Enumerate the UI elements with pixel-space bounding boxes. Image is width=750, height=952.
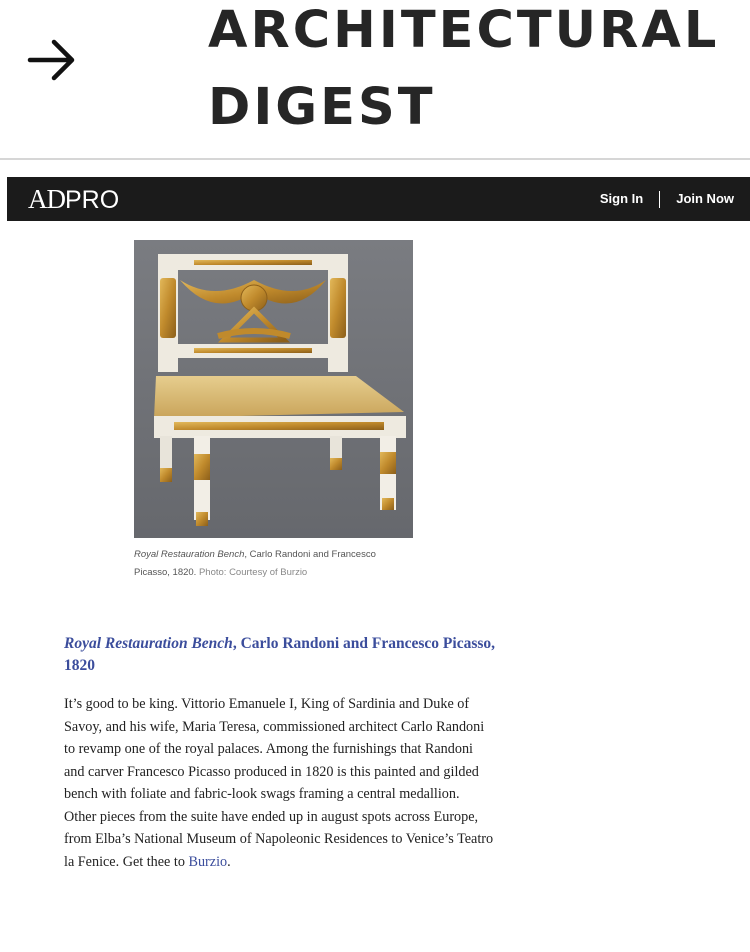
caption-title: Royal Restauration Bench: [134, 549, 245, 560]
top-header: [0, 0, 750, 158]
logo-ad: AD: [28, 184, 65, 214]
auth-separator: [659, 191, 660, 208]
brand-title[interactable]: [208, 0, 719, 146]
bench-photo: [134, 240, 413, 538]
join-now-link[interactable]: Join Now: [676, 191, 734, 206]
sign-in-link[interactable]: Sign In: [599, 191, 644, 206]
article-title: [64, 633, 504, 677]
article-body-end: .: [227, 853, 231, 870]
auth-links: [600, 189, 734, 209]
caption-credit: Photo: Courtesy of Burzio: [198, 566, 308, 578]
article-title-rest: , Carlo Randoni and Francesco Picasso, 1820: [64, 635, 496, 674]
article-title-italic: Royal Restauration Bench: [64, 635, 233, 652]
arrow-right-icon[interactable]: [26, 36, 78, 84]
logo-pro: PRO: [65, 186, 120, 214]
burzio-link[interactable]: Burzio: [188, 853, 228, 870]
header-divider: [0, 158, 750, 160]
caption-text: , Carlo Randoni and Francesco Picasso, 1820.: [134, 549, 376, 578]
photo-caption: [134, 546, 394, 581]
brand-line-1: ARCHITECTURAL: [208, 1, 720, 60]
bench-illustration: [134, 240, 413, 538]
article-body: [64, 693, 494, 873]
adpro-bar: [7, 177, 750, 221]
adpro-logo[interactable]: [28, 184, 119, 215]
article-body-text: It’s good to be king. Vittorio Emanuele I, King of Sardinia and Duke of Savoy, and his wife, Maria Teresa, commissioned architect Carlo Randoni to revamp one of the royal palaces. Among the furnishings that Randoni and carver Francesco Picasso produced in 1820 is this painted and gilded bench with foliate and fabric-look swags framing a central medallion. Other pieces from the suite have ended up in august spots across Europe, from Elba’s National Museum of Napoleonic Residences to Venice’s Teatro la Fenice. Get thee to: [64, 696, 494, 870]
brand-line-2: DIGEST: [208, 78, 436, 137]
